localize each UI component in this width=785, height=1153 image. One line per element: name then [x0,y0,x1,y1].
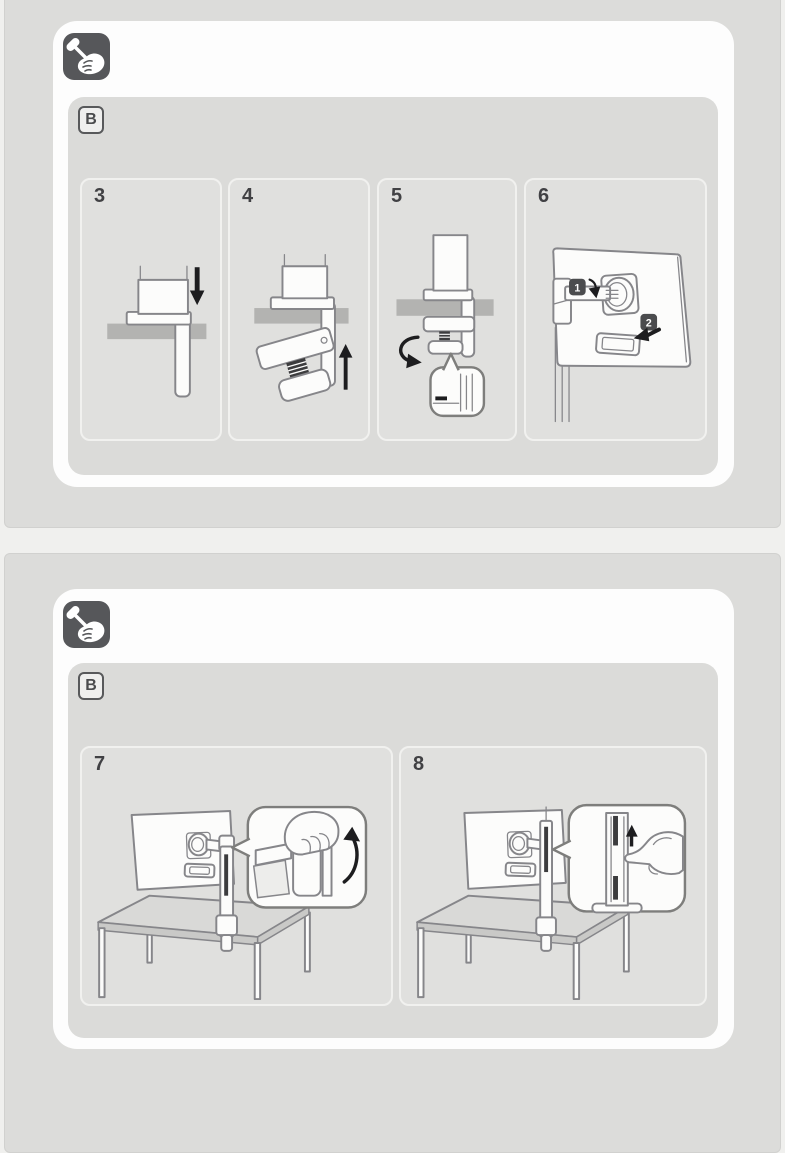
step-figure-3 [80,178,222,441]
gripping-hand [285,812,339,855]
group-label-text: B [85,111,97,128]
up-arrow-icon [339,344,353,390]
step-number: 6 [538,185,550,207]
hand-with-screwdriver-icon [63,33,110,80]
step-number: 5 [391,185,403,207]
group-label-b [78,672,104,700]
instruction-card-2 [53,589,734,1049]
height-adjust-callout-bubble [553,805,685,912]
step-number: 8 [413,753,425,775]
step-figure-7 [80,746,393,1006]
hand-grip-callout-bubble [232,807,366,907]
step-figure-8 [399,746,707,1006]
manual-page-1 [4,0,781,528]
down-arrow-icon [190,267,205,305]
step-figure-6 [524,178,707,441]
group-label-b [78,106,104,134]
adjust-pole-height-illustration [401,748,705,1004]
place-clamp-base-illustration [82,180,220,439]
cable-hole [596,333,640,356]
swing-arm-up-illustration [82,748,391,1004]
group-label-text: B [85,677,97,694]
badge-1-text: 1 [574,282,581,295]
step-figure-5 [377,178,517,441]
instruction-card-1 [53,21,734,487]
step-group-panel-2 [68,663,718,1038]
attach-arm-to-monitor-illustration [526,180,705,439]
badge-2-text: 2 [645,317,652,330]
tighten-clamp-knob-illustration [379,180,515,439]
step-number: 3 [94,185,106,207]
step-figure-4 [228,178,370,441]
manual-page-2 [4,553,781,1153]
hand-with-screwdriver-icon [63,601,110,648]
step-number: 7 [94,753,106,775]
step-number: 4 [242,185,254,207]
detail-callout-bubble [430,354,483,416]
step-group-panel-1 [68,97,718,475]
attach-clamp-bracket-illustration [230,180,368,439]
rotate-arrow-icon [401,337,422,368]
